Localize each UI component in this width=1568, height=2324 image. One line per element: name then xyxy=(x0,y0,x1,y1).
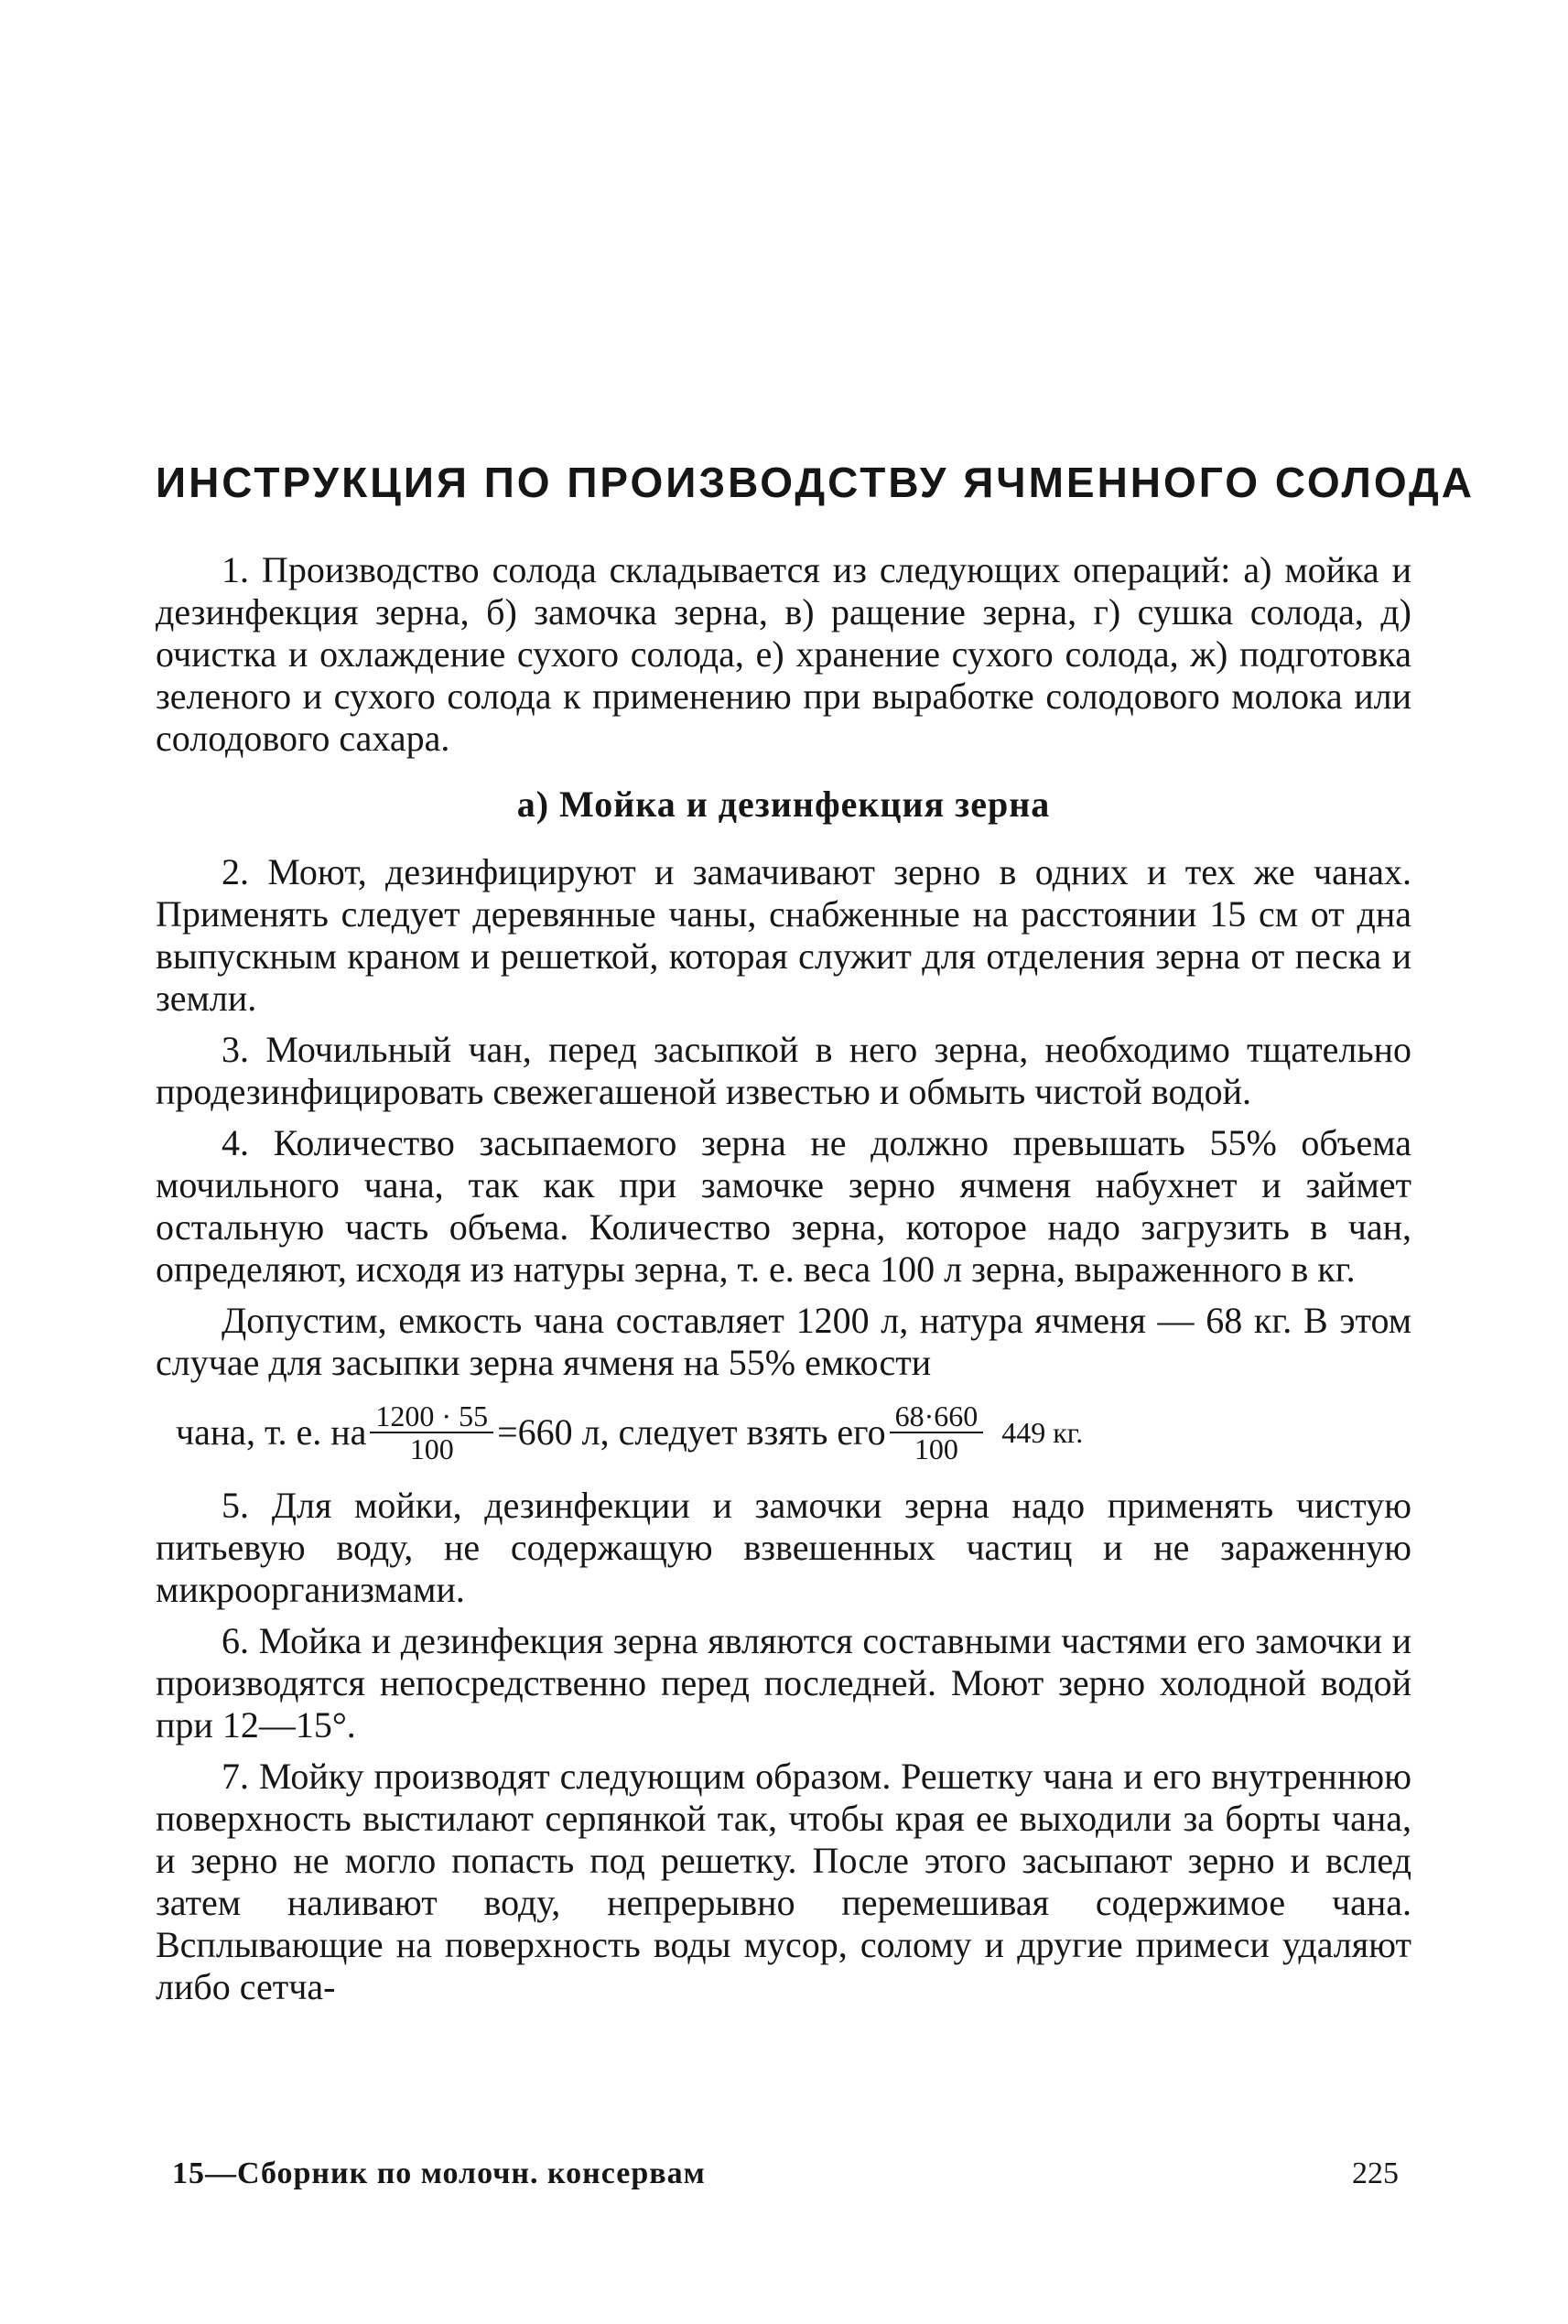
page-footer xyxy=(172,2156,1399,2191)
paragraph-3: 3. Мочильный чан, перед засыпкой в него зерна, необходимо тщательно продезинфицировать свежегашеной известью и обмыть чистой водой. xyxy=(156,1029,1411,1112)
body-text xyxy=(156,549,1411,2017)
fraction-weight-denominator: 100 xyxy=(914,1432,958,1465)
formula-result-weight: 449 кг. xyxy=(1001,1416,1084,1449)
paragraph-6: 6. Мойка и дезинфекция зерна являются составными частями его замочки и производятся непосредственно перед последней. Моют зерно холодной водой при 12—15°. xyxy=(156,1620,1411,1746)
fraction-weight-numerator: 68·660 xyxy=(890,1400,984,1433)
formula-lead: чана, т. е. на xyxy=(176,1411,367,1453)
fraction-weight xyxy=(890,1400,984,1465)
document-page xyxy=(156,0,1475,2324)
fraction-volume-denominator: 100 xyxy=(409,1432,454,1465)
paragraph-4: 4. Количество засыпаемого зерна не должно превышать 55% объема мочильного чана, так как при замочке зерно ячменя набухнет и займет остальную часть объема. Количество зерна, которое надо загрузить в чан, определяют, исходя из натуры зерна, т. е. веса 100 л зерна, выраженного в кг. xyxy=(156,1122,1411,1290)
footer-source: 15—Сборник по молочн. консервам xyxy=(172,2156,706,2190)
paragraph-1: 1. Производство солода складывается из следующих операций: а) мойка и дезинфекция зерна, б) замочка зерна, в) ращение зерна, г) сушка солода, д) очистка и охлаждение сухого солода, е) хранение сухого солода, ж) подготовка зеленого и сухого солода к применению при выработке солодового молока или солодового сахара. xyxy=(156,549,1411,759)
paragraph-4-example: Допустим, емкость чана составляет 1200 л, натура ячменя — 68 кг. В этом случае для засыпки зерна ячменя на 55% емкости xyxy=(156,1300,1411,1383)
fraction-volume-numerator: 1200 · 55 xyxy=(370,1400,493,1433)
formula-line xyxy=(176,1400,1411,1465)
fraction-volume xyxy=(370,1400,493,1465)
page-number: 225 xyxy=(1352,2156,1399,2190)
paragraph-7: 7. Мойку производят следующим образом. Решетку чана и его внутреннюю поверхность выстилают серпянкой так, чтобы края ее выходили за борты чана, и зерно не могло попасть под решетку. После этого засыпают зерно и вслед затем наливают воду, непрерывно перемешивая содержимое чана. Всплывающие на поверхность воды мусор, солому и другие примеси удаляют либо сетча- xyxy=(156,1756,1411,2007)
formula-result-volume: =660 л, следует взять его xyxy=(497,1411,886,1453)
paragraph-2: 2. Моют, дезинфицируют и замачивают зерно в одних и тех же чанах. Применять следует деревянные чаны, снабженные на расстоянии 15 см от дна выпускным краном и решеткой, которая служит для отделения зерна от песка и земли. xyxy=(156,851,1411,1019)
page-title: ИНСТРУКЦИЯ ПО ПРОИЗВОДСТВУ ЯЧМЕННОГО СОЛОДА xyxy=(156,459,1475,506)
section-heading-a: а) Мойка и дезинфекция зерна xyxy=(516,784,1051,825)
paragraph-5: 5. Для мойки, дезинфекции и замочки зерна надо применять чистую питьевую воду, не содержащую взвешенных частиц и не зараженную микроорганизмами. xyxy=(156,1485,1411,1610)
